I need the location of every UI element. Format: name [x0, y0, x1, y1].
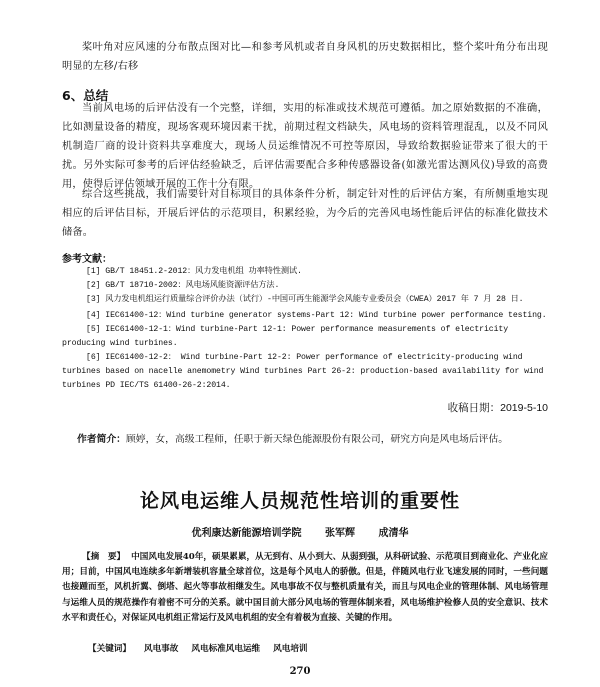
- references-title: 参考文献：: [62, 254, 112, 265]
- received-date: 收稿日期：2019-5-10: [447, 402, 548, 414]
- intro-paragraph: 桨叶角对应风速的分布散点图对比—和参考风机或者自身风机的历史数据相比，整个桨叶角分布出现明显的左移/右移: [62, 42, 548, 72]
- author-name: 成清华: [378, 528, 409, 539]
- reference-item: [6] IEC61400-12-2： Wind turbine-Part 12-2: Power performance of electricity-producing wind turbines based on nacelle anemometry Wind turbines Part 26-2: production-based availability for wind turbines PD IEC/TS 61400-26-2:2014.: [62, 353, 544, 390]
- keywords-label: 【关键词】: [88, 644, 131, 654]
- author-bio-text: 顾婷，女，高级工程师，任职于新天绿色能源股份有限公司，研究方向是风电场后评估。: [125, 434, 509, 445]
- author-bio: [77, 431, 508, 445]
- section-paragraph-2: 综合这些挑战，我们需要针对目标项目的具体条件分析，制定针对性的后评估方案，有所侧重地实现相应的后评估目标，开展后评估的示范项目，积累经验，为今后的完善风电场性能后评估的标准化做技术储备。: [62, 189, 548, 238]
- reference-item: [5] IEC61400-12-1：Wind turbine-Part 12-1: Power performance measurements of electricity producing wind turbines.: [62, 325, 509, 348]
- keyword: 风电事故: [143, 644, 179, 654]
- section-heading: 6、总结: [62, 88, 109, 103]
- affiliation: 优利康达新能源培训学院: [191, 528, 302, 539]
- abstract: [62, 550, 548, 626]
- author-name: 张军辉: [325, 528, 355, 539]
- keyword: 风电培训: [273, 644, 308, 654]
- keyword: 风电标准风电运维: [191, 644, 261, 654]
- page-number: 270: [289, 666, 311, 677]
- article-title: 论风电运维人员规范性培训的重要性: [139, 490, 460, 512]
- reference-item: [1] GB/T 18451.2-2012：风力发电机组 功率特性测试.: [86, 267, 302, 276]
- reference-item: [3] 风力发电机组运行质量综合评价办法（试行）-中国可再生能源学会风能专业委员会（CWEA）2017 年 7 月 28 日.: [86, 295, 524, 304]
- references-list: [62, 265, 552, 393]
- section-paragraph-1: 当前风电场的后评估没有一个完整，详细，实用的标准或技术规范可遵循。加之原始数据的不准确，比如测量设备的精度，现场客观环境因素干扰，前期过程文档缺失，风电场的资料管理混乱，以及不同风机制造厂商的设计资料共享难度大，现场人员运维情况不可控等原因，导致给数据验证带来了很大的干扰。另外实际可参考的后评估经验缺乏，后评估需要配合多种传感器设备(如激光雷达测风仪)导致的高费用，使得后评估领域开展的工作十分有限。: [62, 103, 548, 190]
- keywords: [88, 642, 318, 654]
- abstract-text: 中国风电发展40年，硕果累累，从无到有、从小到大、从弱到强，从科研试验、示范项目到商业化、产业化应用；目前，中国风电连续多年新增装机容量全球首位，这是每个风电人的骄傲。但是，伴随风电行业飞速发展的同时，一些问题也接踵而至，风机折翼、倒塔、起火等事故相继发生。风电事故不仅与整机质量有关，而且与风电企业的管理体制、风电场管理与运维人员的规范操作有着密不可分的关系。就中国目前大部分风电场的管理体制来看，风电场维护检修人员的安全意识、技术水平和责任心，对保证风电机组正常运行及风电机组的安全有着极为直接、关键的作用。: [62, 552, 548, 623]
- article-byline: [0, 524, 600, 539]
- abstract-label: 【摘 要】: [82, 552, 126, 562]
- reference-item: [4] IEC61400-12：Wind turbine generator systems-Part 12: Wind turbine power performance testing.: [86, 311, 547, 320]
- reference-item: [2] GB/T 18710-2002：风电场风能资源评估方法.: [86, 281, 280, 290]
- author-bio-label: 作者简介：: [77, 434, 126, 445]
